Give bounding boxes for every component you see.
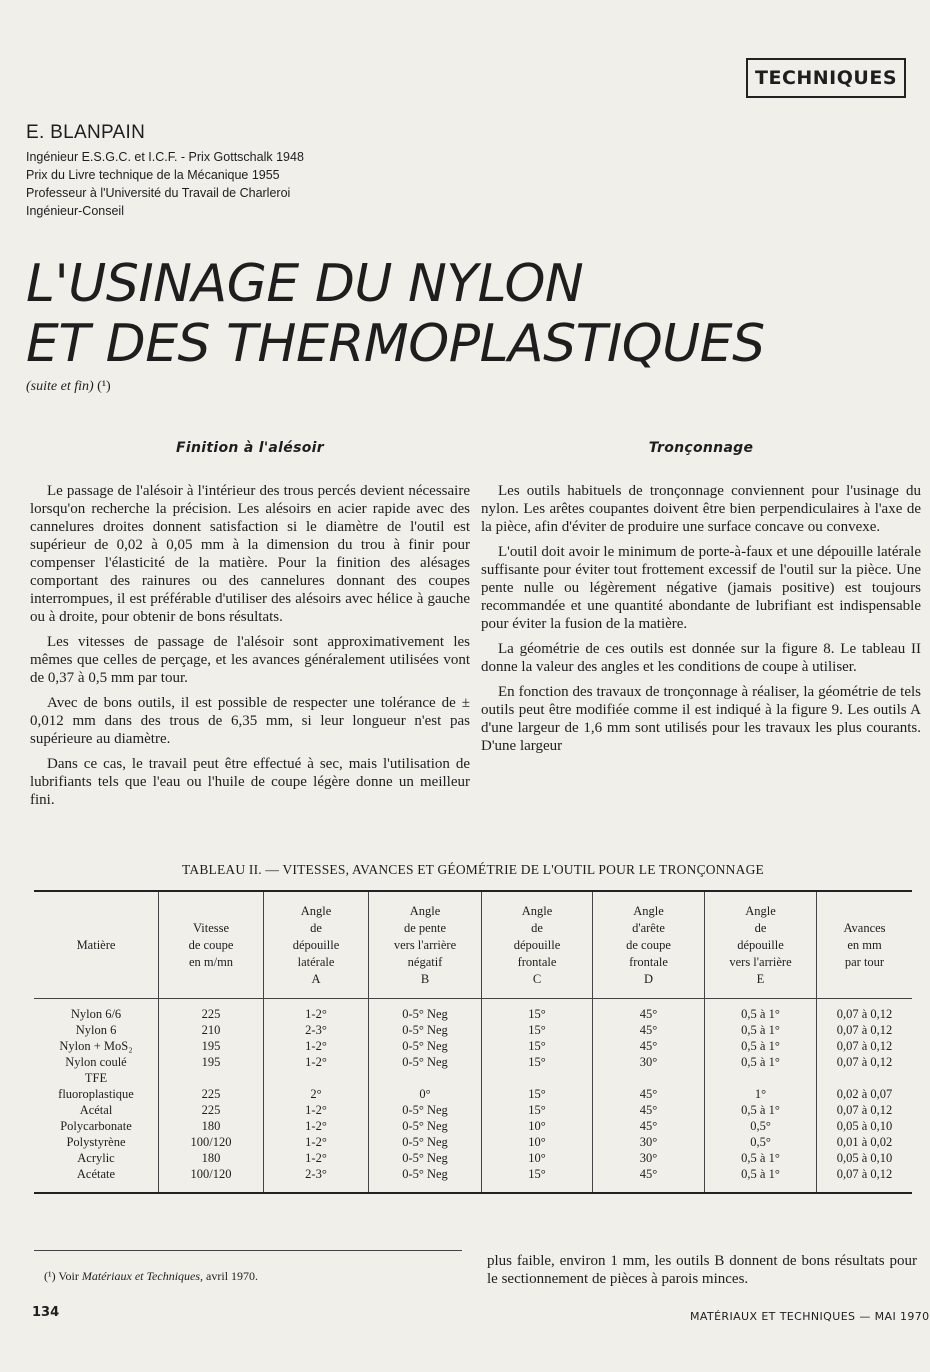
table-header-line: Angle: [633, 903, 664, 918]
table-header-cell: [264, 891, 369, 999]
table-header-line: Angle: [300, 903, 332, 918]
table-header-line: B: [420, 971, 430, 986]
table-column-vitesse: [159, 999, 264, 1194]
table-cell: [371, 1070, 479, 1086]
table-cell: [161, 1070, 261, 1086]
table-cell: Acétate: [76, 1167, 116, 1181]
table-cell: 45°: [639, 1039, 658, 1053]
table-cell: [266, 1070, 366, 1086]
table-cell: 0,01 à 0,02: [836, 1135, 893, 1149]
table-cell: 0,5 à 1°: [741, 1103, 780, 1117]
table-column-avances: [817, 999, 913, 1194]
table-header-line: dépouille: [737, 937, 784, 952]
table-cell: 45°: [639, 1103, 658, 1117]
table-cell: 15°: [528, 1167, 546, 1181]
section-tag: TECHNIQUES: [746, 58, 906, 98]
table-cell: 1-2°: [305, 1007, 327, 1021]
table-cell: Nylon 6: [75, 1023, 117, 1037]
table-cell: 0,02 à 0,07: [836, 1087, 893, 1101]
table-header-line: frontale: [517, 954, 557, 969]
table-header-line: Vitesse: [192, 920, 230, 935]
table-body-row: [34, 999, 912, 1194]
cutting-conditions-table: [34, 890, 912, 1194]
paragraph: Le passage de l'alésoir à l'intérieur des trous percés devient nécessaire lorsqu'on recherche la précision. Les alésoirs en acier rapide avec des cannelures droites donnent satisfaction si le diamètre de l'outil est supérieur de 0,02 à 0,05 mm à la dimension du trou à finir pour compenser l'élasticité de la matière. Pour la finition des alésages comportant des rainures ou des cannelures donnant des coupes interrompues, il est préférable d'utiliser des alésoirs avec hélice à gauche ou à droite, pour obtenir de bons résultats.: [30, 483, 470, 625]
table-header-line: Matière: [76, 937, 116, 952]
table-cell: 1-2°: [305, 1039, 327, 1053]
table-cell: 1-2°: [305, 1055, 327, 1069]
table-column-angle-c: [482, 999, 593, 1194]
table-cell: 0,05 à 0,10: [836, 1119, 893, 1133]
table-cell: 210: [201, 1023, 221, 1037]
table-cell: [484, 1070, 590, 1086]
table-cell: 0,5°: [750, 1119, 771, 1133]
paragraph: Les outils habituels de tronçonnage conviennent pour l'usinage du nylon. Les arêtes coupantes doivent être bien perpendiculaires à l'axe de la pièce, afin d'éviter de produire une surface concave ou convexe.: [481, 483, 921, 535]
table-cell: [819, 1070, 910, 1086]
table-header-cell: [369, 891, 482, 999]
subtitle-text: (suite et fin): [26, 379, 94, 394]
table-cell: 100/120: [190, 1167, 232, 1181]
table-cell: 45°: [639, 1119, 658, 1133]
table-header-line: négatif: [407, 954, 443, 969]
table-header-line: de: [754, 920, 767, 935]
table-column-angle-d: [593, 999, 705, 1194]
table-cell: 2-3°: [305, 1167, 327, 1181]
page-number: 134: [32, 1305, 60, 1320]
table-cell: 1°: [754, 1087, 767, 1101]
table-column-angle-e: [705, 999, 817, 1194]
table-header-line: D: [643, 971, 654, 986]
table-cell: 195: [201, 1039, 221, 1053]
left-column: [30, 440, 470, 816]
table-header-cell: [482, 891, 593, 999]
table-cell: Nylon coulé: [65, 1055, 127, 1069]
table-cell: 0,07 à 0,12: [836, 1103, 893, 1117]
right-column: [481, 440, 921, 762]
table-cell: [595, 1070, 702, 1086]
right-column-heading: Tronçonnage: [648, 440, 754, 456]
paragraph: Avec de bons outils, il est possible de respecter une tolérance de ± 0,012 mm dans des trous de 6,35 mm, si leur longueur n'est pas supérieure au diamètre.: [30, 695, 470, 747]
table-header-line: dépouille: [292, 937, 340, 952]
table-cell: 15°: [528, 1087, 546, 1101]
table-cell: 225: [201, 1007, 221, 1021]
table-header-line: vers l'arrière: [729, 954, 792, 969]
table-cell: 1-2°: [305, 1103, 327, 1117]
table-cell: 45°: [639, 1023, 658, 1037]
table-cell: 100/120: [190, 1135, 232, 1149]
table-cell: Acétal: [79, 1103, 113, 1117]
table-header-line: E: [756, 971, 765, 986]
table-cell: 0,07 à 0,12: [836, 1039, 893, 1053]
table-cell: 0,07 à 0,12: [836, 1007, 893, 1021]
table-header-line: vers l'arrière: [393, 937, 457, 952]
table-header-line: Angle: [409, 903, 441, 918]
table-header-row: [34, 891, 912, 999]
table-cell: 10°: [528, 1151, 546, 1165]
table-cell: 180: [201, 1151, 221, 1165]
footnote-reference: (¹): [97, 379, 111, 394]
table-cell: 225: [201, 1087, 221, 1101]
table-cell: 1-2°: [305, 1151, 327, 1165]
table-header-line: en mm: [847, 937, 882, 952]
table-header-line: de pente: [404, 920, 446, 935]
table-cell: 15°: [528, 1055, 546, 1069]
table-cell: 195: [201, 1055, 221, 1069]
table-cell: 0-5° Neg: [402, 1055, 448, 1069]
table-cell: 0-5° Neg: [402, 1023, 448, 1037]
table-header-line: par tour: [844, 954, 885, 969]
table-cell: 2-3°: [305, 1023, 327, 1037]
table-header-line: C: [532, 971, 542, 986]
table-cell: 0-5° Neg: [402, 1039, 448, 1053]
author-credit-line: Prix du Livre technique de la Mécanique 1955: [26, 168, 280, 182]
table-column-matiere: [34, 999, 159, 1194]
table-header-cell: [159, 891, 264, 999]
table-cell: 2°: [310, 1087, 322, 1101]
table-cell: 1-2°: [305, 1135, 327, 1149]
table-header-line: frontale: [629, 954, 668, 969]
table-caption: TABLEAU II. — VITESSES, AVANCES ET GÉOMÉTRIE DE L'OUTIL POUR LE TRONÇONNAGE: [182, 862, 764, 877]
paragraph: Les vitesses de passage de l'alésoir sont approximativement les mêmes que celles de perçage, et les avances généralement utilisées vont de 0,37 à 0,5 mm par tour.: [30, 634, 470, 686]
left-column-heading: Finition à l'alésoir: [176, 440, 324, 456]
table-cell: 15°: [528, 1023, 546, 1037]
table-cell: 0,07 à 0,12: [836, 1167, 893, 1181]
paragraph: Dans ce cas, le travail peut être effectué à sec, mais l'utilisation de lubrifiants tels que l'eau ou l'huile de coupe légère donne un meilleur fini.: [30, 756, 470, 808]
article-subtitle: [26, 379, 111, 395]
table-cell: 15°: [528, 1103, 546, 1117]
table-header-line: en m/mn: [188, 954, 234, 969]
table-cell: 0-5° Neg: [402, 1119, 448, 1133]
table-cell: Polystyrène: [66, 1135, 126, 1149]
paragraph: La géométrie de ces outils est donnée sur la figure 8. Le tableau II donne la valeur des angles et les conditions de coupe à utiliser.: [481, 641, 921, 675]
table-header-line: de coupe: [626, 937, 671, 952]
article-title: [26, 254, 765, 374]
table-cell: 0-5° Neg: [402, 1167, 448, 1181]
author-credit-line: Ingénieur-Conseil: [26, 204, 124, 218]
table-cell: 180: [201, 1119, 221, 1133]
footnote-text: (¹) Voir: [44, 1269, 79, 1283]
table-cell: 0-5° Neg: [402, 1103, 448, 1117]
footnote: [44, 1269, 258, 1284]
table-cell: 0-5° Neg: [402, 1151, 448, 1165]
table-header-cell: [34, 891, 159, 999]
footnote-reference-title: Matériaux et Techniques,: [81, 1269, 204, 1283]
table-cell: 0,5 à 1°: [741, 1055, 780, 1069]
table-header-line: dépouille: [513, 937, 561, 952]
table-cell: fluoroplastique: [58, 1087, 134, 1101]
table-cell: 225: [201, 1103, 221, 1117]
running-footer: MATÉRIAUX ET TECHNIQUES — MAI 1970: [690, 1310, 930, 1323]
article-title-line-1: L'USINAGE DU NYLON: [26, 254, 584, 314]
table-cell: [707, 1070, 814, 1086]
table-cell: 45°: [639, 1167, 658, 1181]
table-cell: 0,5 à 1°: [741, 1007, 780, 1021]
article-title-line-2: ET DES THERMOPLASTIQUES: [26, 314, 765, 374]
table-cell: Polycarbonate: [60, 1119, 132, 1133]
table-cell: 0,07 à 0,12: [836, 1023, 893, 1037]
table-header-line: de coupe: [188, 937, 234, 952]
table-cell: 0,5°: [750, 1135, 771, 1149]
table-cell: 1-2°: [305, 1119, 327, 1133]
paragraph: En fonction des travaux de tronçonnage à réaliser, la géométrie de tels outils peut être modifiée comme il est indiqué à la figure 9. Les outils A d'une largeur de 1,6 mm sont utilisés pour les travaux les plus courants. D'une largeur: [481, 684, 921, 754]
table-cell: Nylon + MoS₂: [59, 1039, 133, 1053]
table-cell: 0,5 à 1°: [741, 1023, 780, 1037]
table-column-angle-b: [369, 999, 482, 1194]
table-cell: 10°: [528, 1119, 546, 1133]
table-header-line: de: [531, 920, 543, 935]
table-cell: Acrylic: [77, 1151, 115, 1165]
author-credits: [26, 148, 304, 220]
footnote-date: avril 1970.: [206, 1269, 259, 1283]
table-cell: 30°: [639, 1055, 658, 1069]
table-cell: 0,5 à 1°: [741, 1151, 780, 1165]
table-header-line: A: [311, 971, 321, 986]
paragraph: L'outil doit avoir le minimum de porte-à-faux et une dépouille latérale suffisante pour éviter tout frottement excessif de l'outil sur la pièce. Une pente nulle ou légèrement négative (jamais positive) est toujours recommandée et une quantité abondante de lubrifiant est indispensable pour éviter la fusion de la matière.: [481, 544, 921, 632]
table-header-cell: [817, 891, 913, 999]
table-cell: 0,5 à 1°: [741, 1039, 780, 1053]
table-header-line: latérale: [297, 954, 335, 969]
table-header-cell: [593, 891, 705, 999]
table-cell: 0-5° Neg: [402, 1007, 448, 1021]
table-cell: Nylon 6/6: [70, 1007, 122, 1021]
author-credit-line: Professeur à l'Université du Travail de Charleroi: [26, 186, 291, 200]
table-cell: 0-5° Neg: [402, 1135, 448, 1149]
table-cell: TFE: [84, 1071, 108, 1085]
table-header-line: d'arête: [632, 920, 665, 935]
table-header-line: Avances: [843, 920, 886, 935]
table-header-cell: [705, 891, 817, 999]
table-cell: 45°: [639, 1007, 658, 1021]
table-cell: 15°: [528, 1007, 546, 1021]
table-header-line: de: [310, 920, 322, 935]
footnote-divider: [34, 1250, 462, 1251]
table-cell: 0,07 à 0,12: [836, 1055, 893, 1069]
table-cell: 30°: [639, 1135, 658, 1149]
table-cell: 10°: [528, 1135, 546, 1149]
table-cell: 0,5 à 1°: [741, 1167, 780, 1181]
continuation-paragraph: plus faible, environ 1 mm, les outils B donnent de bons résultats pour le sectionnement de pièces à parois minces.: [487, 1253, 917, 1287]
author-name: E. BLANPAIN: [26, 122, 146, 143]
table-cell: 0°: [419, 1087, 431, 1101]
table-cell: 45°: [639, 1087, 658, 1101]
author-credit-line: Ingénieur E.S.G.C. et I.C.F. - Prix Gottschalk 1948: [26, 150, 304, 164]
table-column-angle-a: [264, 999, 369, 1194]
table-cell: 0,05 à 0,10: [836, 1151, 893, 1165]
table-cell: 30°: [639, 1151, 658, 1165]
table-header-line: Angle: [745, 903, 776, 918]
table-cell: 15°: [528, 1039, 546, 1053]
table-header-line: Angle: [521, 903, 553, 918]
